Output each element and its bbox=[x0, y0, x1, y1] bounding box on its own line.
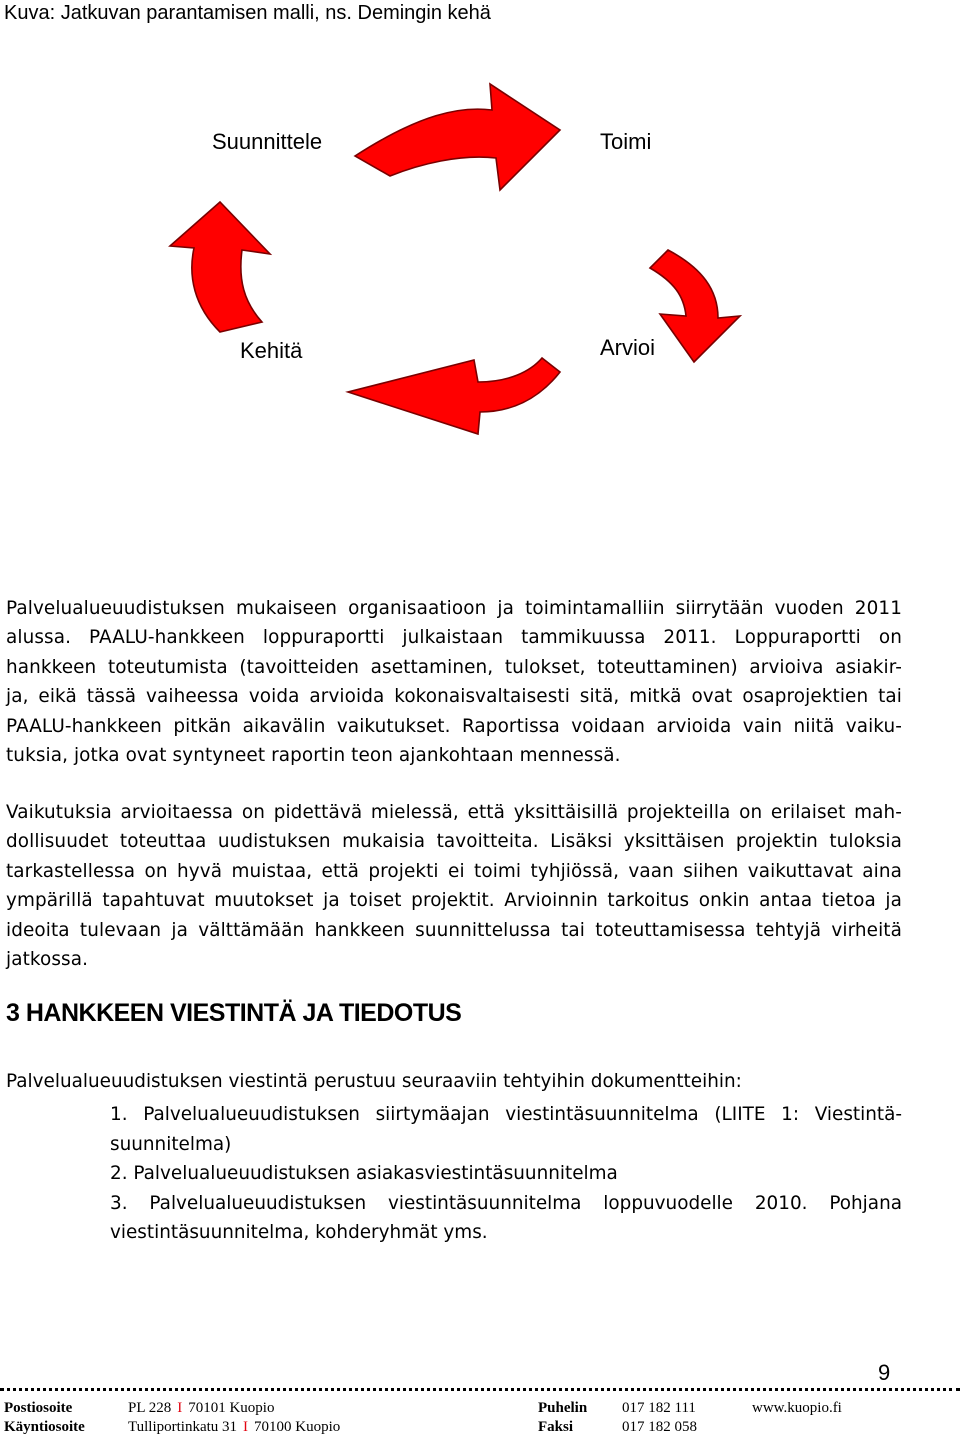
paragraph-line: ympärillä tapahtuvat muutokset ja toiset projektit. Arvioinnin tarkoitus onkin antaa tietoa ja bbox=[6, 890, 902, 912]
paragraph-line: Palvelualueuudistuksen mukaiseen organisaatioon ja toimintamalliin siirrytään vuoden 2011 bbox=[6, 598, 902, 619]
arrow-act-to-plan bbox=[170, 202, 270, 332]
footer-phone: 017 182 111 bbox=[622, 1400, 696, 1416]
label-do: Toimi bbox=[600, 129, 652, 154]
figure-caption: Kuva: Jatkuvan parantamisen malli, ns. Demingin kehä bbox=[4, 2, 491, 24]
list-item: suunnitelma) bbox=[110, 1133, 232, 1155]
label-act: Kehitä bbox=[240, 338, 303, 363]
list-item: 2. Palvelualueuudistuksen asiakasviestintäsuunnitelma bbox=[110, 1163, 618, 1185]
footer-separator: I bbox=[177, 1400, 183, 1416]
paragraph-line: Vaikutuksia arvioitaessa on pidettävä mielessä, että yksittäisillä projekteilla on erilaiset mah- bbox=[6, 802, 902, 823]
list-intro: Palvelualueuudistuksen viestintä perustuu seuraaviin tehtyihin dokumentteihin: bbox=[6, 1071, 742, 1092]
paragraph-line: dollisuudet toteuttaa uudistuksen mukaisia tavoitteita. Lisäksi yksittäisen projektin tuloksia bbox=[6, 831, 902, 853]
footer-fax: 017 182 058 bbox=[622, 1419, 697, 1435]
footer-phone-label bbox=[538, 1400, 587, 1417]
footer-visit-street: Tulliportinkatu 31 bbox=[128, 1419, 238, 1435]
footer-label: Käyntiosoite bbox=[4, 1419, 85, 1435]
list-item: viestintäsuunnitelma, kohderyhmät yms. bbox=[110, 1222, 488, 1244]
label-plan: Suunnittele bbox=[212, 129, 323, 154]
paragraph-line: hankkeen toteutumista (tavoitteiden asettaminen, tulokset, toteuttaminen) arvioiva asiakir- bbox=[6, 656, 902, 678]
paragraph-1 bbox=[6, 594, 902, 770]
footer-web-link[interactable]: www.kuopio.fi bbox=[752, 1400, 842, 1416]
footer-fax-label bbox=[538, 1419, 573, 1436]
arrow-do-to-check bbox=[650, 250, 740, 362]
footer-visit-address bbox=[128, 1419, 340, 1436]
footer-postal-label bbox=[4, 1400, 72, 1417]
footer-divider bbox=[0, 1388, 960, 1391]
arrow-plan-to-do bbox=[355, 84, 560, 190]
label-check: Arvioi bbox=[600, 335, 656, 360]
paragraph-line: tarkastellessa on hyvä muistaa, että projekti ei toimi tyhjiössä, vaan siihen vaikuttavat aina bbox=[6, 860, 902, 882]
paragraph-line: PAALU-hankkeen pitkän aikavälin vaikutukset. Raportissa voidaan arvioida vain niitä vaiku- bbox=[6, 715, 902, 737]
list-item: 3. Palvelualueuudistuksen viestintäsuunnitelma loppuvuodelle 2010. Pohjana bbox=[110, 1192, 902, 1214]
paragraph-line: alussa. PAALU-hankkeen loppuraportti julkaistaan tammikuussa 2011. Loppuraportti on bbox=[6, 627, 902, 649]
paragraph-2 bbox=[6, 798, 902, 974]
list-item: 1. Palvelualueuudistuksen siirtymäajan viestintäsuunnitelma (LIITE 1: Viestintä- bbox=[110, 1104, 902, 1125]
pdca-arrows bbox=[90, 70, 810, 440]
footer-visit-city: 70100 Kuopio bbox=[254, 1419, 341, 1435]
section-heading: 3 HANKKEEN VIESTINTÄ JA TIEDOTUS bbox=[6, 999, 462, 1027]
footer-postal-box: PL 228 bbox=[128, 1400, 172, 1416]
paragraph-line: jatkossa. bbox=[6, 948, 89, 970]
document-list bbox=[110, 1100, 902, 1248]
paragraph-line: ideoita tulevaan ja välttämään hankkeen suunnittelussa tai toteuttamisessa tehtyjä virheitä bbox=[6, 919, 902, 941]
footer-label: Puhelin bbox=[538, 1400, 588, 1416]
footer-label: Faksi bbox=[538, 1419, 574, 1435]
footer-separator: I bbox=[243, 1419, 249, 1435]
paragraph-line: tuksia, jotka ovat syntyneet raportin teon ajankohtaan mennessä. bbox=[6, 744, 621, 766]
pdca-cycle-diagram bbox=[90, 70, 810, 440]
footer-postal-city: 70101 Kuopio bbox=[188, 1400, 275, 1416]
footer-visit-label bbox=[4, 1419, 85, 1436]
paragraph-line: ja, eikä tässä vaiheessa voida arvioida kokonaisvaltaisesti sitä, mitkä ovat osaprojektien tai bbox=[6, 686, 902, 708]
footer-label: Postiosoite bbox=[4, 1400, 73, 1416]
footer-postal-address bbox=[128, 1400, 274, 1417]
arrow-check-to-act bbox=[348, 358, 560, 434]
page-number: 9 bbox=[878, 1360, 891, 1385]
